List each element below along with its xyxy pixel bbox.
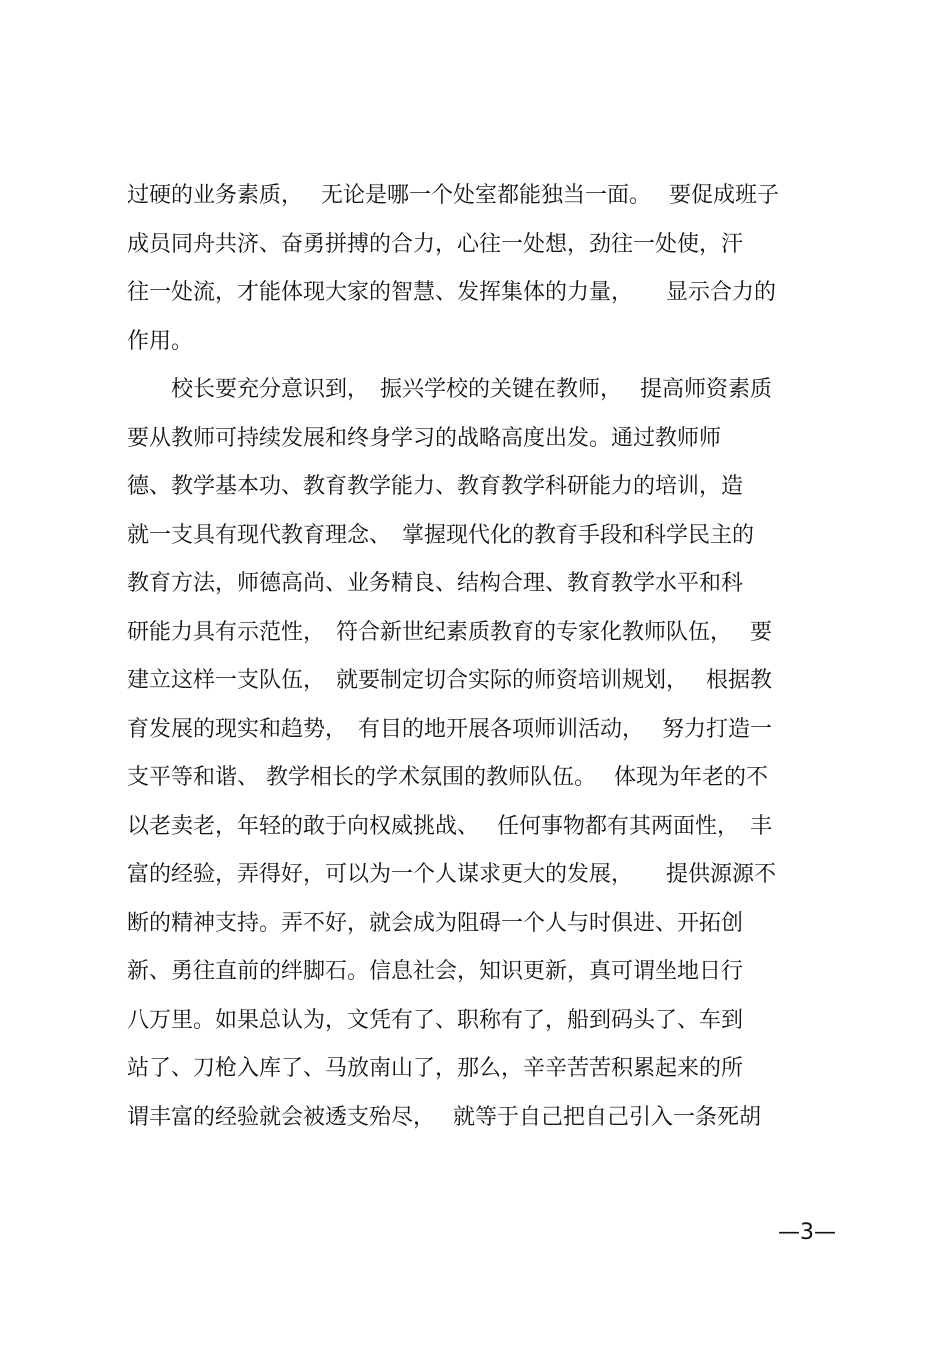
text-line: 校长要充分意识到， 振兴学校的关键在教师， 提高师资素质 <box>127 377 772 402</box>
text-line: 断的精神支持。弄不好，就会成为阻碍一个人与时俱进、开拓创 <box>127 910 744 936</box>
page-number: —3— <box>778 1220 836 1245</box>
text-line: 成员同舟共济、奋勇拼搏的合力，心往一处想，劲往一处使，汗 <box>127 231 744 257</box>
text-line: 要从教师可持续发展和终身学习的战略高度出发。通过教师师 <box>127 425 722 451</box>
text-line: 支平等和谐、 教学相长的学术氛围的教师队伍。 体现为年老的不 <box>127 765 768 790</box>
text-line: 育发展的现实和趋势， 有目的地开展各项师训活动， 努力打造一 <box>127 716 772 742</box>
text-line: 八万里。如果总认为，文凭有了、职称有了，船到码头了、车到 <box>127 1007 744 1033</box>
text-line: 以老卖老，年轻的敢于向权威挑战、 任何事物都有其两面性， 丰 <box>127 813 772 839</box>
text-line: 作用。 <box>127 328 194 354</box>
text-line: 过硬的业务素质， 无论是哪一个处室都能独当一面。 要促成班子 <box>127 183 779 208</box>
text-line: 站了、刀枪入库了、马放南山了，那么，辛辛苦苦积累起来的所 <box>127 1056 744 1081</box>
text-line: 教育方法，师德高尚、业务精良、结构合理、教育教学水平和科 <box>127 571 744 596</box>
text-line: 新、勇往直前的绊脚石。信息社会，知识更新，真可谓坐地日行 <box>127 959 744 984</box>
text-line: 就一支具有现代教育理念、 掌握现代化的教育手段和科学民主的 <box>127 522 755 548</box>
text-line: 德、教学基本功、教育教学能力、教育教学科研能力的培训，造 <box>127 474 744 499</box>
text-line: 往一处流，才能体现大家的智慧、发挥集体的力量， 显示合力的 <box>127 280 777 305</box>
text-line: 富的经验，弄得好，可以为一个人谋求更大的发展， 提供源源不 <box>127 862 777 887</box>
text-line: 建立这样一支队伍， 就要制定切合实际的师资培训规划， 根据教 <box>127 668 772 693</box>
text-line: 谓丰富的经验就会被透支殆尽， 就等于自己把自己引入一条死胡 <box>127 1104 761 1130</box>
text-line: 研能力具有示范性， 符合新世纪素质教育的专家化教师队伍， 要 <box>127 619 772 645</box>
body-text <box>127 172 832 1142</box>
